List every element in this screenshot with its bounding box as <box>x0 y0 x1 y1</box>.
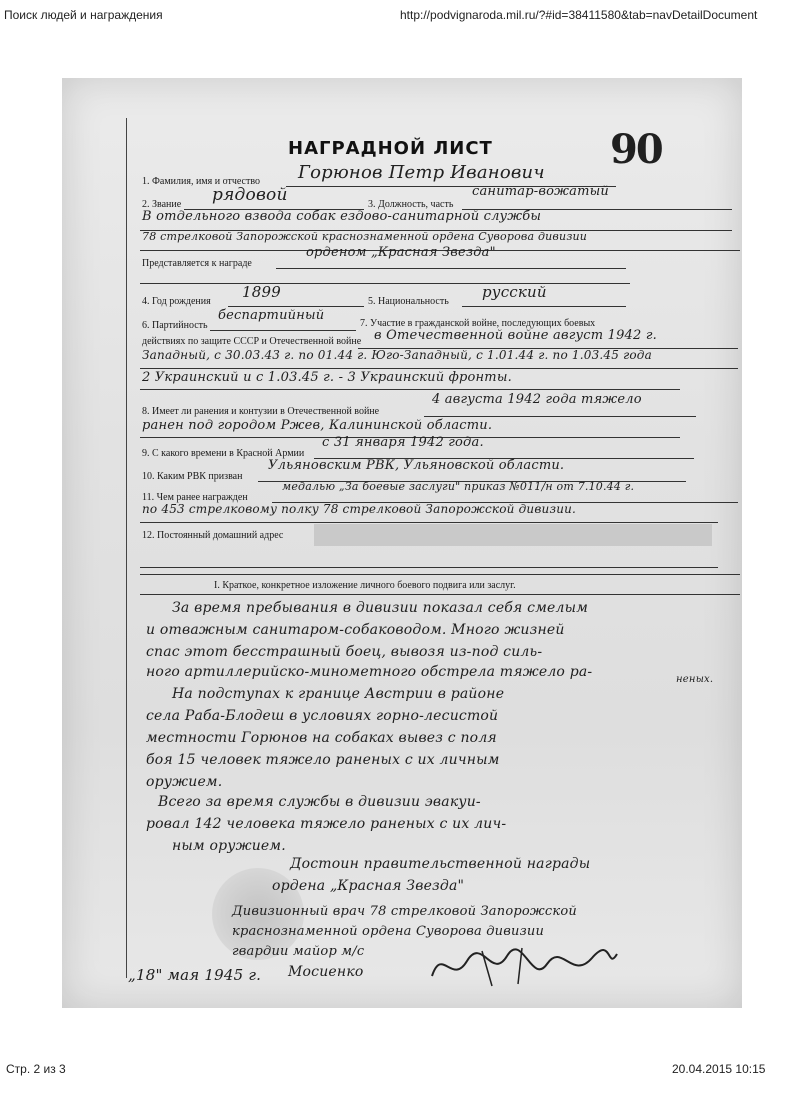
narrative-line: На подступах к границе Австрии в районе <box>172 686 505 702</box>
field-4-value: 1899 <box>242 283 281 301</box>
field-5-value: русский <box>482 283 547 301</box>
field-8-value: 4 августа 1942 года тяжело <box>432 392 642 407</box>
field-10-value: Ульяновским РВК, Ульяновской области. <box>268 458 565 473</box>
conclusion-line: Достоин правительственной награды <box>290 856 591 872</box>
award-sheet <box>62 78 742 1008</box>
field-9-value: с 31 января 1942 года. <box>322 435 484 450</box>
section-heading-rule <box>140 594 740 595</box>
document-title: НАГРАДНОЙ ЛИСТ <box>288 138 493 159</box>
address-redaction <box>314 524 712 546</box>
narrative-line: боя 15 человек тяжело раненых с их личным <box>146 752 500 768</box>
field-7-value: в Отечественной войне август 1942 г. <box>374 328 657 343</box>
field-5-label: 5. Национальность <box>368 296 449 307</box>
field-3-label: 3. Должность, часть <box>368 199 454 210</box>
narrative-line: За время пребывания в дивизии показал себя смелым <box>172 600 589 616</box>
field-9-label: 9. С какого времени в Красной Армии <box>142 448 305 459</box>
section-heading: I. Краткое, конкретное изложение личного боевого подвига или заслуг. <box>214 580 516 591</box>
narrative-line: спас этот бесстрашный боец, вывозя из-под силь- <box>146 644 543 660</box>
narrative-line: ного артиллерийско-минометного обстрела тяжело ра- <box>146 664 593 680</box>
field-1-value: Горюнов Петр Иванович <box>298 162 545 183</box>
field-8-line2: ранен под городом Ржев, Калининской области. <box>142 418 493 433</box>
field-7-line3-rule <box>140 389 680 390</box>
print-header-url: http://podvignaroda.mil.ru/?#id=38411580&tab=navDetailDocument <box>400 8 758 22</box>
signature-line: краснознаменной ордена Суворова дивизии <box>232 924 545 939</box>
presented-label: Представляется к награде <box>142 258 252 269</box>
narrative-line: села Раба-Блодеш в условиях горно-лесистой <box>146 708 499 724</box>
corner-mark: 90 <box>610 126 662 173</box>
field-3-value: санитар-вожатый <box>472 184 609 199</box>
narrative-line: и отважным санитаром-собаководом. Много жизней <box>146 622 565 638</box>
field-11-line2: по 453 стрелковому полку 78 стрелковой Запорожской дивизии. <box>142 502 577 516</box>
presented-line <box>276 268 626 269</box>
field-1-label: 1. Фамилия, имя и отчество <box>142 176 261 187</box>
conclusion-line: ордена „Красная Звезда" <box>272 878 465 894</box>
field-5-line <box>462 306 626 307</box>
field-6-value: беспартийный <box>218 308 325 323</box>
field-6-line <box>210 330 356 331</box>
presented-value: орденом „Красная Звезда" <box>306 245 496 260</box>
field-10-label: 10. Каким РВК призван <box>142 471 243 482</box>
narrative-line: оружием. <box>146 774 223 790</box>
field-3-line3: 78 стрелковой Запорожской краснознаменной ордена Суворова дивизии <box>142 230 588 243</box>
narrative-line: ным оружием. <box>172 838 286 854</box>
field-11-line2-rule <box>140 522 718 523</box>
field-7-label2: действиях по защите СССР и Отечественной войне <box>142 336 362 347</box>
field-11-label: 11. Чем ранее награжден <box>142 492 248 503</box>
field-2-value: рядовой <box>212 185 288 205</box>
field-12-label: 12. Постоянный домашний адрес <box>142 530 284 541</box>
field-3-line2: В отдельного взвода собак ездово-санитарной службы <box>142 209 542 224</box>
narrative-line: Всего за время службы в дивизии эвакуи- <box>158 794 481 810</box>
field-4-label: 4. Год рождения <box>142 296 211 307</box>
signature-line: гвардии майор м/с <box>232 944 365 959</box>
signature-line: Дивизионный врач 78 стрелковой Запорожской <box>232 904 577 919</box>
narrative-line: ровал 142 человека тяжело раненых с их лич- <box>146 816 507 832</box>
print-footer-datetime: 20.04.2015 10:15 <box>672 1062 766 1076</box>
narrative-line: местности Горюнов на собаках вывез с поля <box>146 730 497 746</box>
field-11-value: медалью „За боевые заслуги" приказ №011/н от 7.10.44 г. <box>282 480 635 493</box>
print-footer-page: Стр. 2 из 3 <box>6 1062 66 1076</box>
signature-name: Мосиенко <box>288 964 364 980</box>
signature-scribble <box>422 936 622 996</box>
binding-line <box>126 118 127 978</box>
field-12-line <box>140 567 718 568</box>
field-8-line <box>424 416 696 417</box>
field-7-line2-rule <box>140 368 738 369</box>
field-7-line2: Западный, с 30.03.43 г. по 01.44 г. Юго-Западный, с 1.01.44 г. по 1.03.45 года <box>142 348 652 362</box>
section-top-rule <box>140 574 740 575</box>
field-7-label: 7. Участие в гражданской войне, последующих боевых <box>360 318 596 329</box>
field-8-label: 8. Имеет ли ранения и контузии в Отечественной войне <box>142 406 380 417</box>
field-2-label: 2. Звание <box>142 199 182 210</box>
narrative-line: неных. <box>676 674 714 685</box>
header-separator <box>140 283 630 284</box>
field-6-label: 6. Партийность <box>142 320 208 331</box>
field-7-line3: 2 Украинский и с 1.03.45 г. - 3 Украинский фронты. <box>142 370 512 385</box>
print-header-title: Поиск людей и награждения <box>4 8 163 22</box>
field-4-line <box>228 306 364 307</box>
date-line: „18" мая 1945 г. <box>128 966 262 984</box>
